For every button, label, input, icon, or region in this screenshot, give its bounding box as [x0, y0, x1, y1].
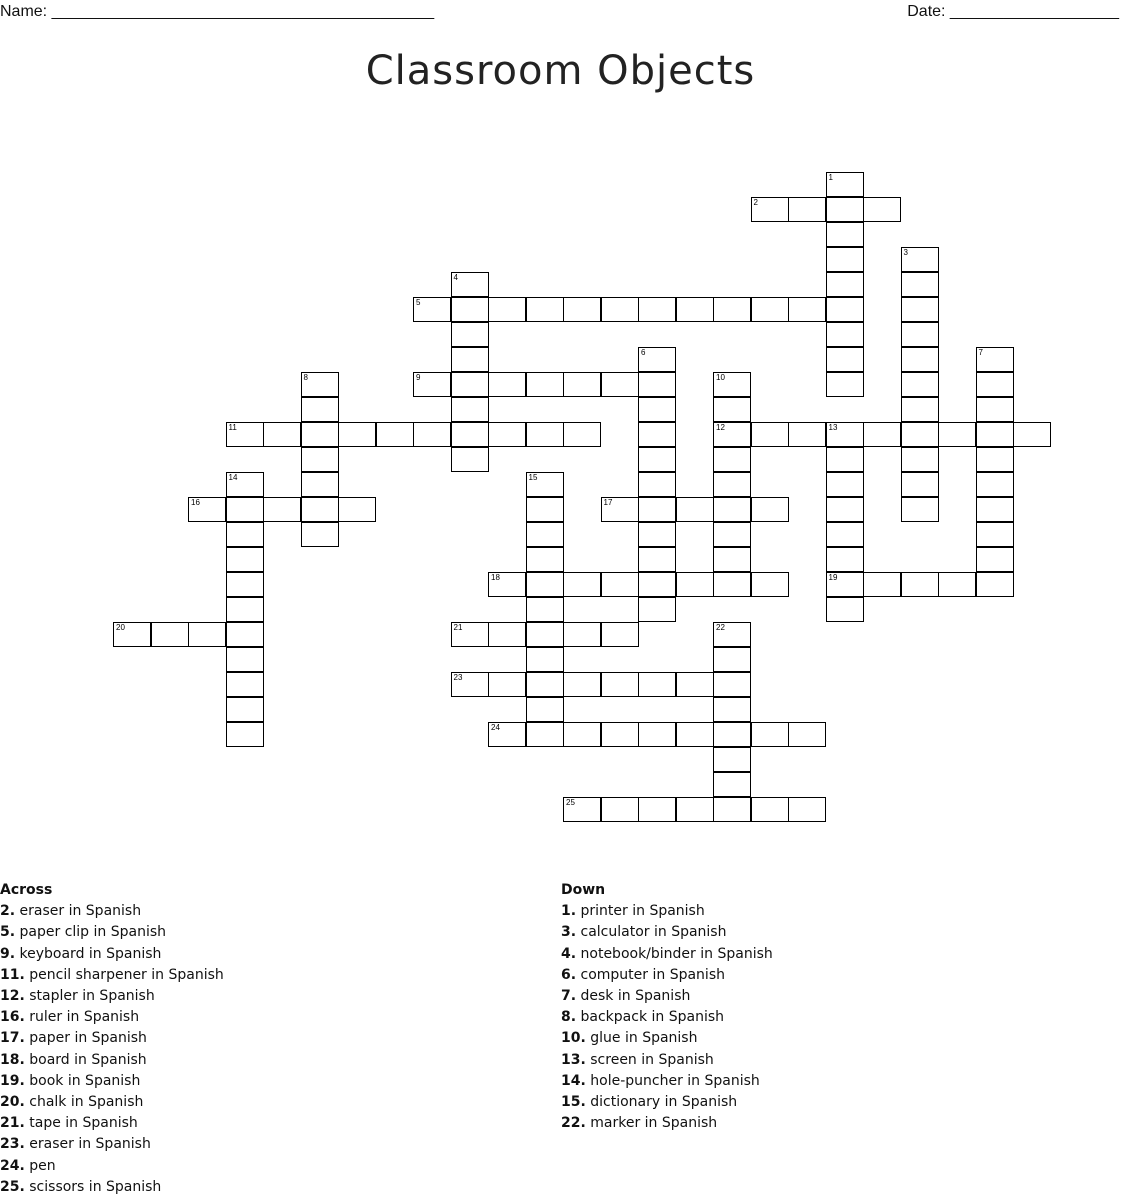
- grid-cell-23[interactable]: [451, 672, 489, 697]
- clue-across-12: 12. stapler in Spanish: [0, 988, 155, 1005]
- grid-cell[interactable]: [301, 497, 339, 522]
- grid-cell[interactable]: [563, 422, 601, 447]
- grid-cell[interactable]: [863, 572, 901, 597]
- grid-cell[interactable]: [451, 397, 489, 422]
- grid-cell-11[interactable]: [226, 422, 264, 447]
- grid-cell[interactable]: [826, 472, 864, 497]
- grid-cell[interactable]: [901, 297, 939, 322]
- grid-cell[interactable]: [451, 372, 489, 397]
- grid-cell-22[interactable]: [713, 622, 751, 647]
- grid-cell[interactable]: [901, 397, 939, 422]
- grid-cell[interactable]: [676, 297, 714, 322]
- grid-cell[interactable]: [901, 472, 939, 497]
- grid-cell[interactable]: [676, 797, 714, 822]
- grid-cell[interactable]: [713, 297, 751, 322]
- clue-number: 18: [491, 573, 500, 582]
- grid-cell-9[interactable]: [413, 372, 451, 397]
- grid-cell[interactable]: [713, 772, 751, 797]
- grid-cell[interactable]: [301, 447, 339, 472]
- grid-cell[interactable]: [226, 622, 264, 647]
- grid-cell[interactable]: [976, 397, 1014, 422]
- grid-cell-14[interactable]: [226, 472, 264, 497]
- grid-cell[interactable]: [488, 672, 526, 697]
- grid-cell[interactable]: [563, 572, 601, 597]
- clue-number: 16: [191, 498, 200, 507]
- grid-cell[interactable]: [526, 497, 564, 522]
- clue-number: 9: [416, 373, 421, 382]
- clue-number: 8: [303, 373, 308, 382]
- date-field: Date: ___________________: [907, 3, 1119, 20]
- grid-cell-12[interactable]: [713, 422, 751, 447]
- grid-cell[interactable]: [751, 572, 789, 597]
- grid-cell[interactable]: [713, 497, 751, 522]
- grid-cell[interactable]: [976, 572, 1014, 597]
- grid-cell[interactable]: [338, 497, 376, 522]
- down-heading: Down: [561, 882, 606, 898]
- grid-cell[interactable]: [638, 472, 676, 497]
- grid-cell[interactable]: [976, 472, 1014, 497]
- across-heading: Across: [0, 882, 53, 898]
- clue-down-7: 7. desk in Spanish: [561, 988, 691, 1005]
- clue-across-5: 5. paper clip in Spanish: [0, 924, 166, 941]
- grid-cell-8[interactable]: [301, 372, 339, 397]
- clue-across-16: 16. ruler in Spanish: [0, 1009, 140, 1026]
- clue-down-22: 22. marker in Spanish: [561, 1115, 718, 1132]
- grid-cell-18[interactable]: [488, 572, 526, 597]
- grid-cell[interactable]: [713, 697, 751, 722]
- grid-cell[interactable]: [713, 722, 751, 747]
- grid-cell[interactable]: [901, 272, 939, 297]
- clue-number: 25: [566, 798, 575, 807]
- grid-cell-10[interactable]: [713, 372, 751, 397]
- grid-cell[interactable]: [713, 572, 751, 597]
- clue-down-1: 1. printer in Spanish: [561, 903, 705, 920]
- grid-cell[interactable]: [751, 497, 789, 522]
- grid-cell[interactable]: [713, 747, 751, 772]
- clue-down-6: 6. computer in Spanish: [561, 966, 725, 983]
- grid-cell[interactable]: [751, 797, 789, 822]
- grid-cell[interactable]: [451, 447, 489, 472]
- grid-cell[interactable]: [226, 597, 264, 622]
- grid-cell[interactable]: [601, 622, 639, 647]
- grid-cell[interactable]: [638, 372, 676, 397]
- clue-number: 10: [716, 373, 725, 382]
- grid-cell[interactable]: [563, 722, 601, 747]
- grid-cell[interactable]: [826, 272, 864, 297]
- grid-cell[interactable]: [788, 197, 826, 222]
- grid-cell[interactable]: [601, 372, 639, 397]
- grid-cell[interactable]: [901, 372, 939, 397]
- grid-cell[interactable]: [526, 422, 564, 447]
- grid-cell[interactable]: [226, 672, 264, 697]
- grid-cell[interactable]: [451, 322, 489, 347]
- down-clues: [561, 880, 773, 1134]
- grid-cell[interactable]: [788, 422, 826, 447]
- grid-cell[interactable]: [226, 647, 264, 672]
- clue-number: 15: [528, 473, 538, 482]
- grid-cell[interactable]: [713, 647, 751, 672]
- grid-cell-3[interactable]: [901, 247, 939, 272]
- grid-cell[interactable]: [638, 297, 676, 322]
- clue-number: 21: [453, 623, 463, 632]
- grid-cell-6[interactable]: [638, 347, 676, 372]
- grid-cell[interactable]: [151, 622, 189, 647]
- grid-cell-16[interactable]: [188, 497, 226, 522]
- clue-number: 19: [828, 573, 838, 582]
- grid-cell-5[interactable]: [413, 297, 451, 322]
- grid-cell[interactable]: [451, 347, 489, 372]
- grid-cell-20[interactable]: [113, 622, 151, 647]
- grid-cell[interactable]: [526, 522, 564, 547]
- grid-cell[interactable]: [751, 422, 789, 447]
- grid-cell[interactable]: [751, 722, 789, 747]
- grid-cell[interactable]: [901, 322, 939, 347]
- grid-cell[interactable]: [488, 422, 526, 447]
- grid-cell-24[interactable]: [488, 722, 526, 747]
- grid-cell[interactable]: [638, 797, 676, 822]
- clue-number: 20: [116, 623, 125, 632]
- clue-number: 22: [716, 623, 725, 632]
- grid-cell[interactable]: [638, 497, 676, 522]
- grid-cell-17[interactable]: [601, 497, 639, 522]
- grid-cell[interactable]: [826, 597, 864, 622]
- clue-down-14: 14. hole-puncher in Spanish: [561, 1072, 760, 1089]
- grid-cell[interactable]: [863, 197, 901, 222]
- grid-cell[interactable]: [526, 372, 564, 397]
- grid-cell[interactable]: [226, 522, 264, 547]
- grid-cell[interactable]: [976, 522, 1014, 547]
- grid-cell[interactable]: [526, 647, 564, 672]
- grid-cell[interactable]: [526, 722, 564, 747]
- grid-cell[interactable]: [976, 372, 1014, 397]
- grid-cell[interactable]: [826, 197, 864, 222]
- grid-cell[interactable]: [638, 672, 676, 697]
- clue-number: 12: [716, 423, 725, 432]
- grid-cell[interactable]: [713, 447, 751, 472]
- grid-cell[interactable]: [451, 297, 489, 322]
- grid-cell[interactable]: [638, 597, 676, 622]
- grid-cell[interactable]: [638, 572, 676, 597]
- grid-cell[interactable]: [826, 447, 864, 472]
- grid-cell[interactable]: [826, 322, 864, 347]
- clue-number: 24: [491, 723, 500, 732]
- grid-cell[interactable]: [826, 372, 864, 397]
- across-clues: [0, 880, 224, 1198]
- grid-cell[interactable]: [526, 597, 564, 622]
- clue-number: 5: [416, 298, 421, 307]
- grid-cell[interactable]: [713, 397, 751, 422]
- grid-cell[interactable]: [901, 422, 939, 447]
- grid-cell[interactable]: [863, 422, 901, 447]
- clue-across-21: 21. tape in Spanish: [0, 1115, 138, 1132]
- grid-cell[interactable]: [601, 672, 639, 697]
- grid-cell[interactable]: [676, 497, 714, 522]
- grid-cell[interactable]: [526, 622, 564, 647]
- grid-cell[interactable]: [301, 397, 339, 422]
- grid-cell[interactable]: [188, 622, 226, 647]
- grid-cell[interactable]: [376, 422, 414, 447]
- clue-across-25: 25. scissors in Spanish: [0, 1178, 162, 1195]
- clue-number: 6: [641, 348, 646, 357]
- grid-cell[interactable]: [788, 797, 826, 822]
- grid-cell[interactable]: [826, 222, 864, 247]
- grid-cell[interactable]: [263, 497, 301, 522]
- clue-number: 11: [228, 423, 237, 432]
- grid-cell[interactable]: [788, 297, 826, 322]
- grid-cell-25[interactable]: [563, 797, 601, 822]
- clue-across-23: 23. eraser in Spanish: [0, 1136, 151, 1153]
- grid-cell[interactable]: [713, 472, 751, 497]
- clue-down-3: 3. calculator in Spanish: [561, 924, 727, 941]
- grid-cell[interactable]: [638, 547, 676, 572]
- grid-cell[interactable]: [488, 372, 526, 397]
- grid-cell[interactable]: [226, 547, 264, 572]
- clue-across-9: 9. keyboard in Spanish: [0, 945, 162, 962]
- grid-cell[interactable]: [601, 297, 639, 322]
- grid-cell-21[interactable]: [451, 622, 489, 647]
- grid-cell-4[interactable]: [451, 272, 489, 297]
- grid-cell[interactable]: [713, 672, 751, 697]
- grid-cell[interactable]: [826, 522, 864, 547]
- grid-cell[interactable]: [601, 722, 639, 747]
- grid-cell[interactable]: [938, 422, 976, 447]
- grid-cell[interactable]: [638, 397, 676, 422]
- grid-cell[interactable]: [901, 447, 939, 472]
- grid-cell[interactable]: [526, 547, 564, 572]
- clue-down-4: 4. notebook/binder in Spanish: [561, 945, 773, 962]
- clue-across-18: 18. board in Spanish: [0, 1051, 147, 1068]
- grid-cell[interactable]: [713, 522, 751, 547]
- grid-cell-1[interactable]: [826, 172, 864, 197]
- grid-cell[interactable]: [751, 297, 789, 322]
- grid-cell[interactable]: [563, 372, 601, 397]
- grid-cell[interactable]: [788, 722, 826, 747]
- grid-cell[interactable]: [526, 672, 564, 697]
- grid-cell[interactable]: [901, 572, 939, 597]
- grid-cell[interactable]: [638, 722, 676, 747]
- grid-cell[interactable]: [1013, 422, 1051, 447]
- grid-cell[interactable]: [601, 797, 639, 822]
- grid-cell[interactable]: [226, 697, 264, 722]
- grid-cell[interactable]: [976, 497, 1014, 522]
- grid-cell[interactable]: [826, 247, 864, 272]
- clue-number: 13: [828, 423, 838, 432]
- grid-cell[interactable]: [826, 497, 864, 522]
- grid-cell[interactable]: [451, 422, 489, 447]
- clue-across-17: 17. paper in Spanish: [0, 1030, 147, 1047]
- grid-cell-13[interactable]: [826, 422, 864, 447]
- clue-across-24: 24. pen: [0, 1157, 56, 1174]
- grid-cell[interactable]: [526, 697, 564, 722]
- grid-cell[interactable]: [826, 347, 864, 372]
- name-field: Name: ___________________________________________: [0, 3, 435, 20]
- clue-down-10: 10. glue in Spanish: [561, 1030, 698, 1047]
- clue-number: 17: [603, 498, 613, 507]
- grid-cell[interactable]: [676, 672, 714, 697]
- grid-cell-19[interactable]: [826, 572, 864, 597]
- grid-cell[interactable]: [638, 522, 676, 547]
- clue-across-11: 11. pencil sharpener in Spanish: [0, 966, 224, 983]
- grid-cell[interactable]: [301, 422, 339, 447]
- grid-cell[interactable]: [488, 622, 526, 647]
- grid-cell[interactable]: [601, 572, 639, 597]
- clue-down-8: 8. backpack in Spanish: [561, 1009, 725, 1026]
- clue-number: 4: [453, 273, 458, 282]
- grid-cell[interactable]: [938, 572, 976, 597]
- grid-cell[interactable]: [338, 422, 376, 447]
- grid-cell[interactable]: [226, 722, 264, 747]
- grid-cell[interactable]: [713, 797, 751, 822]
- grid-cell[interactable]: [413, 422, 451, 447]
- grid-cell-2[interactable]: [751, 197, 789, 222]
- clue-number: 7: [978, 348, 983, 357]
- grid-cell[interactable]: [826, 297, 864, 322]
- grid-cell-7[interactable]: [976, 347, 1014, 372]
- grid-cell[interactable]: [563, 297, 601, 322]
- clue-number: 3: [903, 248, 908, 257]
- grid-cell[interactable]: [301, 522, 339, 547]
- clue-number: 1: [828, 173, 833, 182]
- grid-cell-15[interactable]: [526, 472, 564, 497]
- grid-cell[interactable]: [901, 347, 939, 372]
- grid-cell[interactable]: [263, 422, 301, 447]
- page-title: Classroom Objects: [365, 48, 756, 94]
- grid-cell[interactable]: [526, 297, 564, 322]
- clue-down-15: 15. dictionary in Spanish: [561, 1094, 738, 1111]
- grid-cell[interactable]: [488, 297, 526, 322]
- clue-number: 2: [753, 198, 758, 207]
- clue-across-20: 20. chalk in Spanish: [0, 1094, 144, 1111]
- grid-cell[interactable]: [976, 447, 1014, 472]
- grid-cell[interactable]: [301, 472, 339, 497]
- clue-across-19: 19. book in Spanish: [0, 1072, 141, 1089]
- clue-number: 14: [228, 473, 238, 482]
- grid-cell[interactable]: [563, 622, 601, 647]
- grid-cell[interactable]: [226, 497, 264, 522]
- clue-down-13: 13. screen in Spanish: [561, 1051, 714, 1068]
- grid-cell[interactable]: [638, 422, 676, 447]
- clue-number: 23: [453, 673, 463, 682]
- grid-cell[interactable]: [638, 447, 676, 472]
- grid-cell[interactable]: [901, 497, 939, 522]
- grid-cell[interactable]: [976, 422, 1014, 447]
- grid-cell[interactable]: [526, 572, 564, 597]
- grid-cell[interactable]: [976, 547, 1014, 572]
- grid-cell[interactable]: [676, 572, 714, 597]
- grid-cell[interactable]: [826, 547, 864, 572]
- grid-cell[interactable]: [676, 722, 714, 747]
- clue-across-2: 2. eraser in Spanish: [0, 903, 142, 920]
- grid-cell[interactable]: [713, 547, 751, 572]
- grid-cell[interactable]: [226, 572, 264, 597]
- grid-cell[interactable]: [563, 672, 601, 697]
